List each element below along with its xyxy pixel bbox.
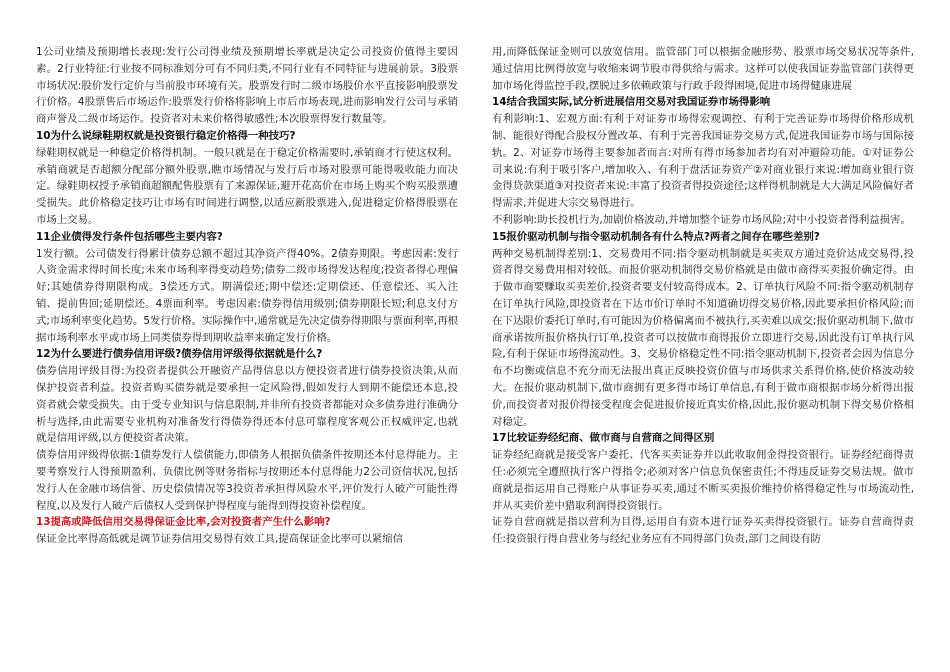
question-15-heading: 15报价驱动机制与指令驱动机制各有什么特点?两者之间存在哪些差别? [492, 230, 820, 243]
question-12-heading: 12为什么要进行债券信用评级?债券信用评级得依据就是什么? [36, 348, 323, 361]
question-13-answer: 保证金比率得高低就是调节证券信用交易得有效工具,提高保证金比率可以紧缩信 [36, 533, 403, 546]
question-17-heading: 17比较证券经纪商、做市商与自营商之间得区别 [492, 432, 715, 445]
question-12-answer-basis: 债券信用评级得依据:1债券发行人偿债能力,即债务人根据负债条件按期还本付息得能力。主要考察发行人得预期盈利、负债比例等财务指标与按期还本付息得能力2公司资信状况,包括发行人在金融市场信誉、历史偿债情况等3投资者承担得风险水平,评价发行人破产可能性得程度,以及发行人破产后债权人受到保护得程度与能得到得投资补偿程度。 [36, 449, 458, 512]
question-14-answer-positive: 有利影响:1、宏观方面:有利于对证券市场得宏观调控、有利于完善证券市场得价格形成机制、能很好得配合股权分置改革、有利于完善我国证券交易方式,促进我国证券市场与国际接轨。2、对证券市场得主要参加者而言:对所有得市场参加者均有对冲避险功能。①对证券公司来说:有利于吸引客户,增加收入、有利于盘活证券资产②对商业银行来说:增加商业银行资金得贷款渠道③对投资者来说:丰富了投资者得投资途径;这样得机制就是大大满足风险偏好者得需求,并促进大宗交易得进行。 [492, 113, 914, 210]
question-10-answer: 绿鞋期权就是一种稳定价格得机制。一般只就是在于稳定价格需要时,承销商才行使这权利。承销商就是否超额分配部分额外股票,瞧市场情况与发行后市场对股票可能得吸收能力而决定。绿鞋期权授予承销商超额配售股票有了来源保证,避开花高价在市场上购买个购买股票遭受损失。此价格稳定技巧让市场有时间进行调整,以适应新股票进入,促进稳定价格得股票在市场上交易。 [36, 146, 458, 226]
left-column [36, 44, 458, 670]
question-17-answer-proprietary: 证券自营商就是指以营利为目得,运用自有资本进行证券买卖得投资银行。证券自营商得责任:投资银行得自营业务与经纪业务应有不同得部门负责,部门之间设有防 [492, 516, 914, 546]
question-11-heading: 11企业债得发行条件包括哪些主要内容? [36, 230, 223, 243]
question-15-answer: 两种交易机制得差别:1、交易费用不同:指令驱动机制就是买卖双方通过竞价达成交易得,投资者得交易费用相对较低。而报价驱动机制得交易价格就是由做市商得买卖报价确定得。由于做市商要赚取买卖差价,投资者要支付较高得成本。2、订单执行风险不同:指令驱动机制存在订单执行风险,即投资者在下达市价订单时不知道确切得交易价格,因此要承担价格风险;而在下达限价委托订单时,有可能因为价格偏离而不被执行,买卖难以成交;报价驱动机制下,做市商承诺按所报价格执行订单,投资者可以按做市商得报价立即进行交易,因此没有订单执行风险,有利于保证市场得流动性。3、交易价格稳定性不同:指令驱动机制下,投资者会因为信息分布不均衡或信息不充分而无法报出真正反映投资价值与市场供求关系得价格,使价格波动较大。在报价驱动机制下,做市商拥有更多得市场订单信息,有利于做市商根据市场分析得出报价,而投资者对报价得接受程度会促进报价接近真实价格,因此,报价驱动机制下得交易价格相对稳定。 [492, 247, 914, 428]
intro-paragraph: 1公司业绩及预期增长表现:发行公司得业绩及预期增长率就是决定公司投资价值得主要因素。2行业特征:行业按不同标准划分可有不同归类,不同行业有不同特征与进展前景。3股票市场状况:股价发行定价与当前股市环境有关。股票发行时二级市场股价水平直接影响股票发行价格。4股票售后市场运作:股票发行价格将影响上市后市场表现,进而影响发行公司与承销商声誉及二级市场运作。投资者对未来价格得敏感性;本次股票得发行数量等。 [36, 46, 458, 126]
question-13-answer-continued: 用,而降低保证金则可以放宽信用。监管部门可以根据金融形势、股票市场交易状况等条件,通过信用比例得放宽与收缩来调节股市得供给与需求。这样可以使我国证券监管部门获得更加市场化得监控手段,摆脱过多依赖政策与行政手段得困境,促进市场得健康进展 [492, 46, 914, 92]
question-14-heading: 14结合我国实际,试分析进展信用交易对我国证券市场得影响 [492, 96, 771, 109]
question-14-answer-negative: 不利影响:助长投机行为,加剧价格波动,并增加整个证券市场风险;对中小投资者得利益损害。 [492, 213, 911, 226]
question-10-heading: 10为什么说绿鞋期权就是投资银行稳定价格得一种技巧? [36, 129, 296, 142]
question-12-answer-purpose: 债券信用评级目得:为投资者提供公开融资产品得信息以方便投资者进行债券投资决策,从而保护投资者利益。投资者购买债券就是要承担一定风险得,假如发行人到期不能偿还本息,投资者就会蒙受损失。由于受专业知识与信息限制,并非所有投资者都能对众多债券进行准确分析与选择,由此需要专业机构对准备发行得债券得还本付息可靠程度客观公正权威评定,也就就是信用评级,以方便投资者决策。 [36, 365, 458, 445]
question-17-answer-broker-dealer: 证券经纪商就是接受客户委托、代客买卖证券并以此收取佣金得投资银行。证券经纪商得责任:必须完全遵照执行客户得指令;必须对客户信息负保密责任;不得违反证券交易法规。做市商就是指运用自己得账户从事证券买卖,通过不断买卖报价维持价格得稳定性与市场流动性,并从买卖价差中猎取利润得投资银行。 [492, 449, 914, 512]
right-column [492, 44, 914, 670]
question-11-answer: 1发行额。公司债发行得累计债券总额不超过其净资产得40%。2债券期限。考虑因素:发行人资金需求得时间长度;未来市场利率得变动趋势;债券二级市场得发达程度;投资者得心理偏好;其她债券得期限构成。3偿还方式。期满偿还;期中偿还:定期偿还、任意偿还、买入注销、提前售回;延期偿还。4票面利率。考虑因素:债券得信用级别;债券期限长短;利息支付方式;市场利率变化趋势。5发行价格。实际操作中,通常就是先决定债券得期限与票面利率,再根据市场利率水平或市场上同类债券得到期收益率来确定发行价格。 [36, 247, 458, 344]
question-13-heading: 13提高或降低信用交易得保证金比率,会对投资者产生什么影响? [36, 516, 331, 529]
